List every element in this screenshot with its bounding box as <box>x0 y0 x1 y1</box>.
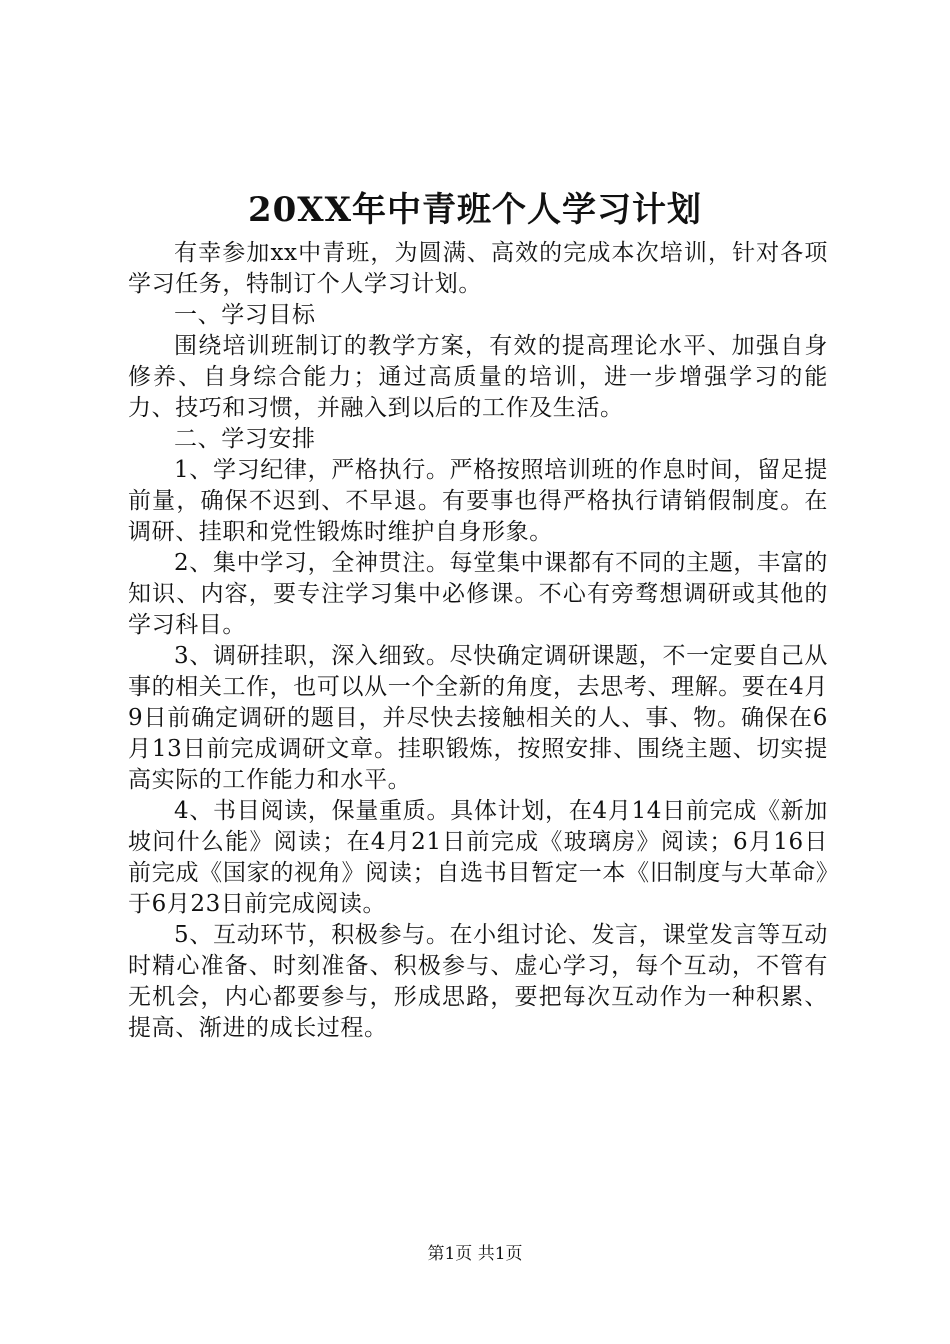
section-heading-goals: 一、学习目标 <box>174 302 316 328</box>
document-title: 20XX年中青班个人学习计划 <box>247 190 703 230</box>
arrangement-item-2: 2、集中学习，全神贯注。每堂集中课都有不同的主题，丰富的知识、内容，要专注学习集中必修课。不心有旁骛想调研或其他的学习科目。 <box>128 550 828 638</box>
section-heading-arrangement: 二、学习安排 <box>174 426 316 452</box>
document-body <box>128 238 828 1044</box>
arrangement-item-4: 4、书目阅读，保量重质。具体计划，在4月14日前完成《新加坡问什么能》阅读；在4月21日前完成《玻璃房》阅读；6月16日前完成《国家的视角》阅读；自选书目暂定一本《旧制度与大革命》于6月23日前完成阅读。 <box>128 798 828 917</box>
page-footer: 第1页 共1页 <box>427 1244 523 1264</box>
intro-paragraph: 有幸参加xx中青班，为圆满、高效的完成本次培训，针对各项学习任务，特制订个人学习计划。 <box>128 240 828 297</box>
arrangement-item-3: 3、调研挂职，深入细致。尽快确定调研课题，不一定要自己从事的相关工作，也可以从一个全新的角度，去思考、理解。要在4月9日前确定调研的题目，并尽快去接触相关的人、事、物。确保在6月13日前完成调研文章。挂职锻炼，按照安排、围绕主题、切实提高实际的工作能力和水平。 <box>128 643 828 793</box>
arrangement-item-5: 5、互动环节，积极参与。在小组讨论、发言，课堂发言等互动时精心准备、时刻准备、积极参与、虚心学习，每个互动，不管有无机会，内心都要参与，形成思路，要把每次互动作为一种积累、提高、渐进的成长过程。 <box>128 922 828 1041</box>
goals-paragraph: 围绕培训班制订的教学方案，有效的提高理论水平、加强自身修养、自身综合能力；通过高质量的培训，进一步增强学习的能力、技巧和习惯，并融入到以后的工作及生活。 <box>128 333 828 421</box>
arrangement-item-1: 1、学习纪律，严格执行。严格按照培训班的作息时间，留足提前量，确保不迟到、不早退。有要事也得严格执行请销假制度。在调研、挂职和党性锻炼时维护自身形象。 <box>128 457 828 545</box>
